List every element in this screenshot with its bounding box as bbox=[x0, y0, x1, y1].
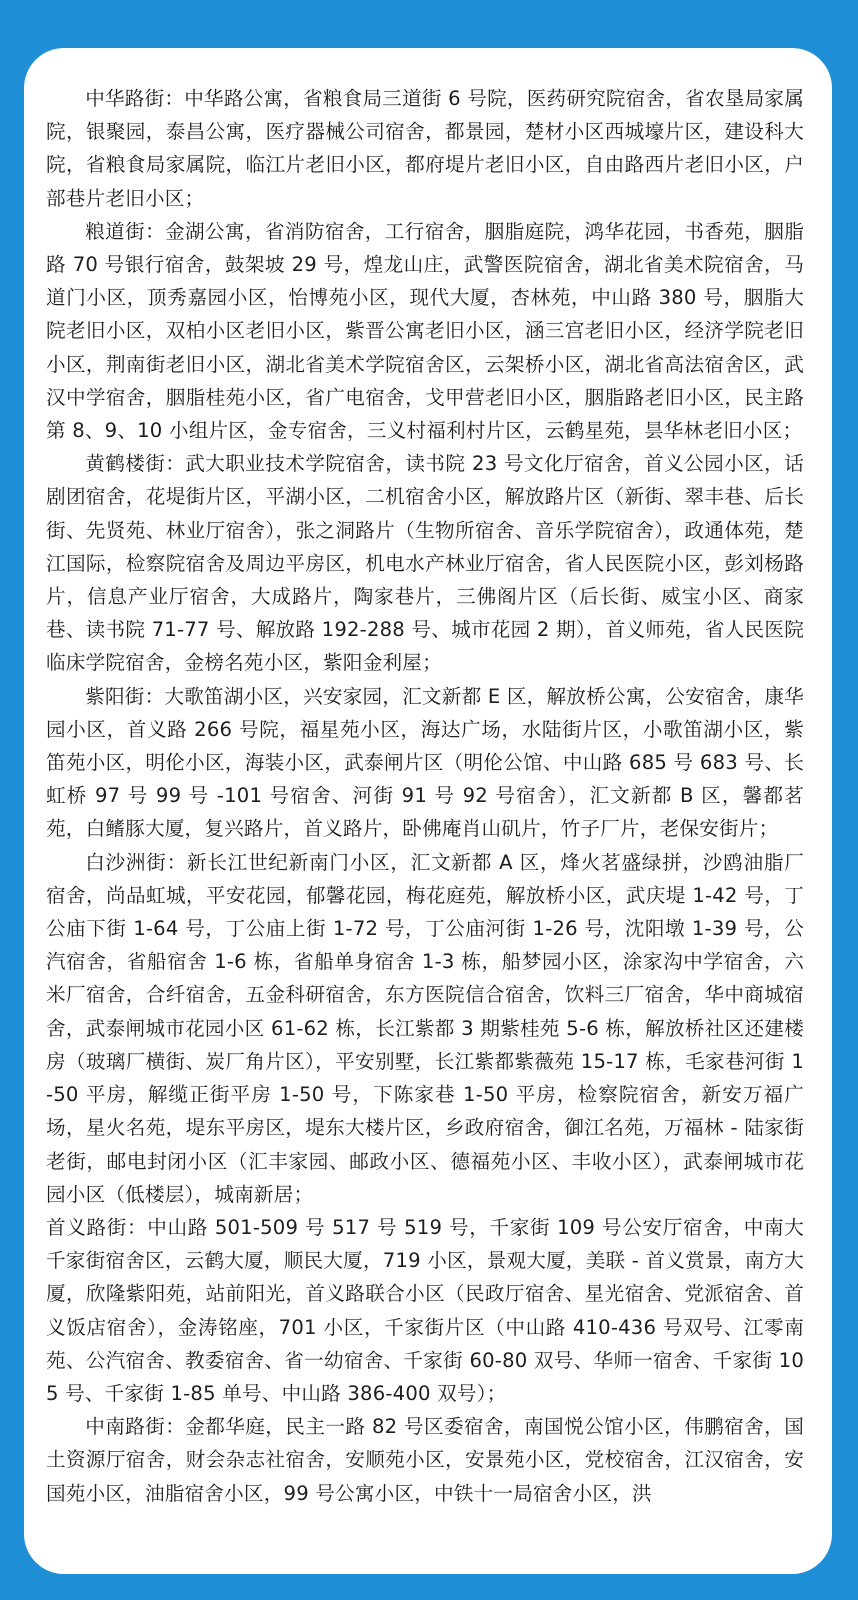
paragraph-baishazhou: 白沙洲街：新长江世纪新南门小区，汇文新都 A 区，烽火茗盛绿拼，沙鸥油脂厂宿舍，尚品虹城，平安花园，郁馨花园，梅花庭苑，解放桥小区，武庆堤 1-42 号，丁公庙下街 1-64 号，丁公庙上街 1-72 号，丁公庙河街 1-26 号，沈阳墩 1-39 号，公汽宿舍，省船宿舍 1-6 栋，省船单身宿舍 1-3 栋，船梦园小区，涂家沟中学宿舍，六米厂宿舍，合纤宿舍，五金科研宿舍，东方医院信合宿舍，饮料三厂宿舍，华中商城宿舍，武泰闸城市花园小区 61-62 栋，长江紫都 3 期紫桂苑 5-6 栋，解放桥社区还建楼房（玻璃厂横街、炭厂角片区），平安别墅，长江紫都紫薇苑 15-17 栋，毛家巷河街 1-50 平房，解缆正街平房 1-50 号，下陈家巷 1-50 平房，检察院宿舍，新安万福广场，星火名苑，堤东平房区，堤东大楼片区，乡政府宿舍，御江名苑，万福林 - 陆家街老街，邮电封闭小区（汇丰家园、邮政小区、德福苑小区、丰收小区），武泰闸城市花园小区（低楼层），城南新居； bbox=[46, 850, 804, 1206]
paragraph-shouyilu: 首义路街：中山路 501-509 号 517 号 519 号，千家街 109 号公安厅宿舍，中南大千家街宿舍区，云鹤大厦，顺民大厦，719 小区，景观大厦，美联 - 首义赏景，南方大厦，欣隆紫阳苑，站前阳光，首义路联合小区（民政厅宿舍、星光宿舍、党派宿舍、首义饭店宿舍），金涛铭座，701 小区，千家街片区（中山路 410-436 号双号、江零南苑、公汽宿舍、教委宿舍、省一幼宿舍、千家街 60-80 双号、华师一宿舍、千家街 105 号、千家街 1-85 单号、中山路 386-400 双号）； bbox=[46, 1215, 804, 1405]
paragraph-ziyang: 紫阳街：大歌笛湖小区，兴安家园，汇文新都 E 区，解放桥公寓，公安宿舍，康华园小区，首义路 266 号院，福星苑小区，海达广场，水陆街片区，小歌笛湖小区，紫笛苑小区，明伦小区，海装小区，武泰闸片区（明伦公馆、中山路 685 号 683 号、长虹桥 97 号 99 号 -101 号宿舍、河街 91 号 92 号宿舍），汇文新都 B 区，馨都茗苑，白鳍豚大厦，复兴路片，首义路片，卧佛庵肖山矶片，竹子厂片，老保安街片； bbox=[46, 684, 804, 841]
content-card bbox=[24, 48, 832, 1574]
paragraph-zhongnanlu: 中南路街：金都华庭，民主一路 82 号区委宿舍，南国悦公馆小区，伟鹏宿舍，国土资源厅宿舍，财会杂志社宿舍，安顺苑小区，安景苑小区，党校宿舍，江汉宿舍，安国苑小区，油脂宿舍小区，99 号公寓小区，中铁十一局宿舍小区，洪 bbox=[46, 1415, 804, 1505]
paragraph-zhonghualu: 中华路街：中华路公寓，省粮食局三道街 6 号院，医药研究院宿舍，省农垦局家属院，银聚园，泰昌公寓，医疗器械公司宿舍，都景园，楚材小区西城壕片区，建设科大院，省粮食局家属院，临江片老旧小区，都府堤片老旧小区，自由路西片老旧小区，户部巷片老旧小区； bbox=[46, 87, 804, 210]
paragraph-liangdao: 粮道街：金湖公寓，省消防宿舍，工行宿舍，胭脂庭院，鸿华花园，书香苑，胭脂路 70 号银行宿舍，鼓架坡 29 号，煌龙山庄，武警医院宿舍，湖北省美术院宿舍，马道门小区，顶秀嘉园小区，怡博苑小区，现代大厦，杏林苑，中山路 380 号，胭脂大院老旧小区，双柏小区老旧小区，紫晋公寓老旧小区，涵三宫老旧小区，经济学院老旧小区，荆南街老旧小区，湖北省美术学院宿舍区，云架桥小区，湖北省高法宿舍区，武汉中学宿舍，胭脂桂苑小区，省广电宿舍，戈甲营老旧小区，胭脂路老旧小区，民主路第 8、9、10 小组片区，金专宿舍，三义村福利村片区，云鹤星苑，昙华林老旧小区； bbox=[46, 219, 804, 443]
paragraph-huanghelou: 黄鹤楼街：武大职业技术学院宿舍，读书院 23 号文化厅宿舍，首义公园小区，话剧团宿舍，花堤街片区，平湖小区，二机宿舍小区，解放路片区（新街、翠丰巷、后长街、先贤苑、林业厅宿舍），张之洞路片（生物所宿舍、音乐学院宿舍），政通体苑，楚江国际，检察院宿舍及周边平房区，机电水产林业厅宿舍，省人民医院小区，彭刘杨路片，信息产业厅宿舍，大成路片，陶家巷片，三佛阁片区（后长街、威宝小区、商家巷、读书院 71-77 号、解放路 192-288 号、城市花园 2 期），首义师苑，省人民医院临床学院宿舍，金榜名苑小区，紫阳金利屋； bbox=[46, 452, 804, 675]
